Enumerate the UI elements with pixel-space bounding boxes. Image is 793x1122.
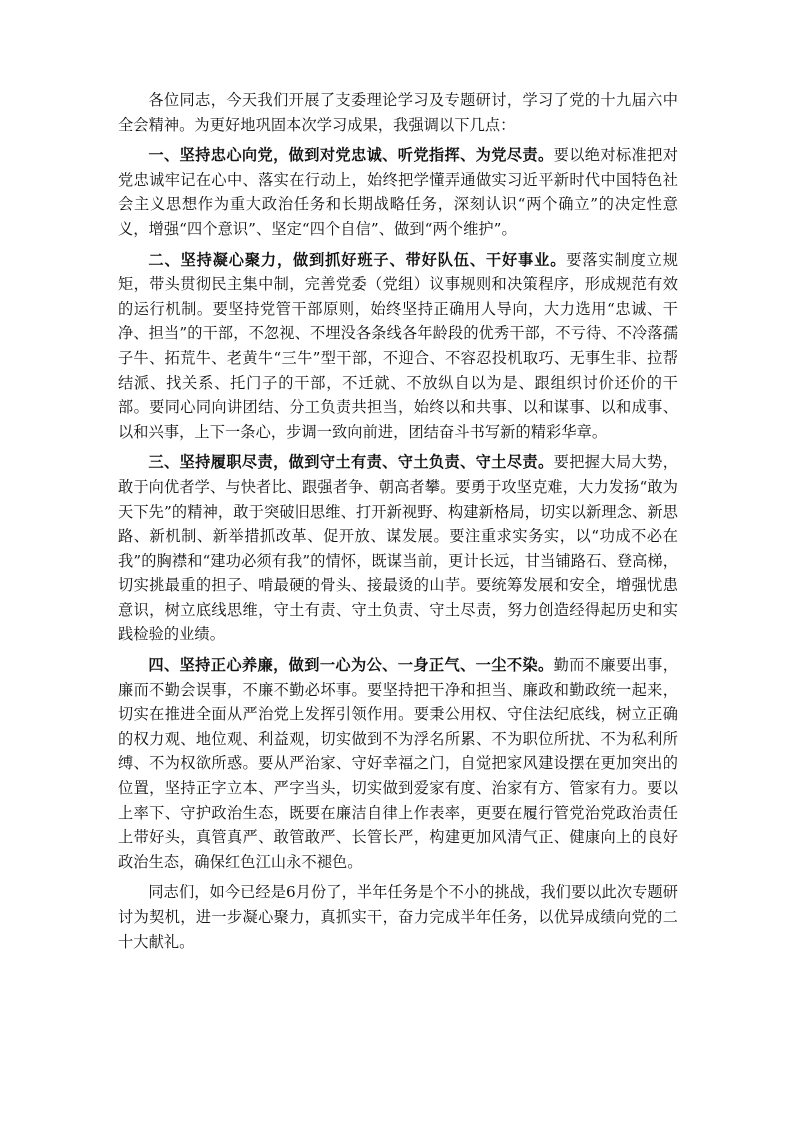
section-2-heading: 二、坚持凝心聚力，做到抓好班子、带好队伍、干好事业。 (148, 250, 567, 269)
section-3-heading: 三、坚持履职尽责，做到守土有责、守土负责、守土尽责。 (148, 453, 554, 472)
intro-paragraph: 各位同志，今天我们开展了支委理论学习及专题研讨，学习了党的十九届六中全会精神。为更好地巩固本次学习成果，我强调以下几点： (118, 91, 678, 134)
section-1-body: 要以绝对标准把对党忠诚牢记在心中、落实在行动上，始终把学懂弄通做实习近平新时代中国特色社会主义思想作为重大政治任务和长期战略任务，深刻认识“两个确立”的决定性意义，增强“四个意识”、坚定“四个自信”、做到“两个维护”。 (118, 146, 678, 238)
document-page (118, 88, 678, 960)
section-1-heading: 一、坚持忠心向党，做到对党忠诚、听党指挥、为党尽责。 (148, 146, 554, 165)
section-2-paragraph (118, 248, 678, 445)
section-4-paragraph (118, 653, 678, 874)
section-4-heading: 四、坚持正心养廉，做到一心为公、一身正气、一尘不染。 (148, 656, 554, 675)
section-1-paragraph (118, 143, 678, 241)
section-3-paragraph (118, 450, 678, 647)
section-2-body: 要落实制度立规矩，带头贯彻民主集中制，完善党委（党组）议事规则和决策程序，形成规范有效的运行机制。要坚持党管干部原则，始终坚持正确用人导向，大力选用“忠诚、干净、担当”的干部，不忽视、不埋没各条线各年龄段的优秀干部，不亏待、不冷落孺子牛、拓荒牛、老黄牛“三牛”型干部，不迎合、不容忍投机取巧、无事生非、拉帮结派、找关系、托门子的干部，不迁就、不放纵自以为是、跟组织讨价还价的干部。要同心同向讲团结、分工负责共担当，始终以和共事、以和谋事、以和成事、以和兴事，上下一条心，步调一致向前进，团结奋斗书写新的精彩华章。 (118, 250, 679, 441)
section-3-body: 要把握大局大势，敢于向优者学、与快者比、跟强者争、朝高者攀。要勇于攻坚克难，大力发扬“敢为天下先”的精神，敢于突破旧思维、打开新视野、构建新格局，切实以新理念、新思路、新机制、新举措抓改革、促开放、谋发展。要注重求实务实，以“功成不必在我”的胸襟和“建功必须有我”的情怀，既谋当前，更计长远，甘当铺路石、登高梯，切实挑最重的担子、啃最硬的骨头、接最烫的山芋。要统筹发展和安全，增强忧患意识，树立底线思维，守土有责、守土负责、守土尽责，努力创造经得起历史和实践检验的业绩。 (118, 453, 678, 644)
closing-paragraph: 同志们，如今已经是6月份了，半年任务是个不小的挑战，我们要以此次专题研讨为契机，进一步凝心聚力，真抓实干，奋力完成半年任务，以优异成绩向党的二十大献礼。 (118, 883, 678, 951)
section-4-body: 勤而不廉要出事，廉而不勤会误事，不廉不勤必坏事。要坚持把干净和担当、廉政和勤政统一起来，切实在推进全面从严治党上发挥引领作用。要秉公用权、守住法纪底线，树立正确的权力观、地位观、利益观，切实做到不为浮名所累、不为职位所扰、不为私利所缚、不为权欲所惑。要从严治家、守好幸福之门，自觉把家风建设摆在更加突出的位置，坚持正字立本、严字当头，切实做到爱家有度、治家有方、管家有力。要以上率下、守护政治生态，既要在廉洁自律上作表率，更要在履行管党治党政治责任上带好头，真管真严、敢管敢严、长管长严，构建更加风清气正、健康向上的良好政治生态，确保红色江山永不褪色。 (118, 656, 678, 871)
